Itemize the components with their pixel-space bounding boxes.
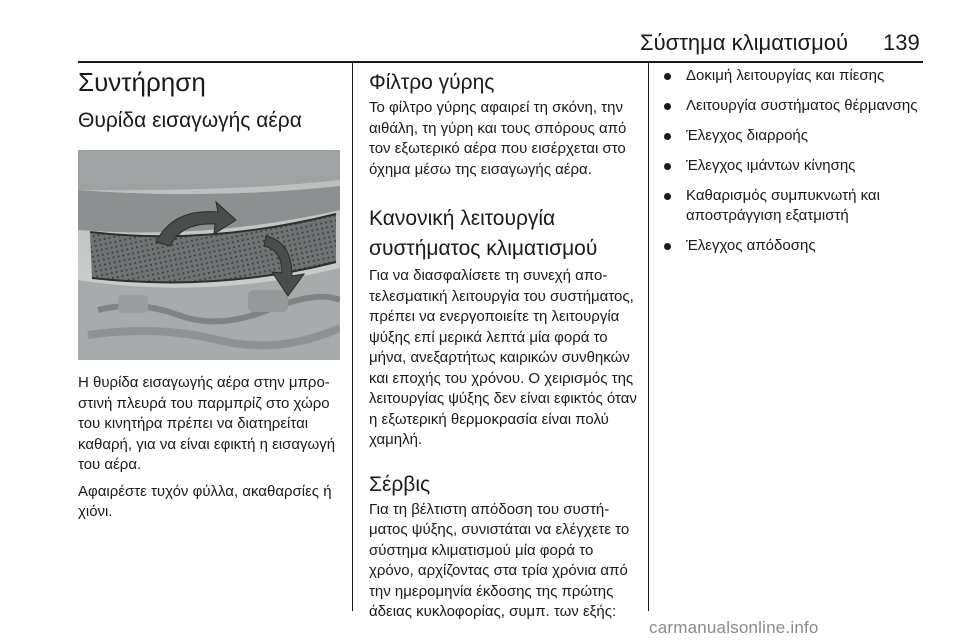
service-text: Για τη βέλτιστη απόδοση του συστήματος ψύξης, συνιστάται να ελέγχετε το σύστημα κλιματισμού μία φορά το χρόνο, αρχίζοντας στα τρία χρόνια από την ημερομηνία έκδοσης της πρώτης άδειας κυκλοφορίας, συμπ. των εξής: bbox=[369, 500, 630, 620]
subsection-title: Θυρίδα εισαγωγής αέρα bbox=[78, 109, 302, 132]
column-divider-1 bbox=[352, 63, 353, 611]
list-item bbox=[662, 96, 930, 116]
list-item-text: Λειτουργία συστήματος θέρμανσης bbox=[686, 97, 918, 114]
header-title: Σύστημα κλιματισμού bbox=[640, 30, 849, 55]
list-item bbox=[662, 236, 930, 256]
list-item-text: Έλεγχος απόδοσης bbox=[686, 237, 816, 254]
filter-title: Φίλτρο γύρης bbox=[369, 71, 495, 94]
service-checklist bbox=[662, 66, 930, 256]
list-item-text: Έλεγχος διαρροής bbox=[686, 127, 808, 144]
bullet-dot-icon bbox=[664, 103, 671, 110]
normal-operation-text: Για να διασφαλίσετε τη συνεχή αποτελεσματική λειτουργία του συστήματος, πρέπει να ενεργοποιείτε τη λειτουργία ψύξης επί μερικά λεπτά μία φορά το μήνα, ανεξαρτήτως καιρικών συνθηκών και εποχής του χρόνου. Ο χειρισμός της λειτουργίας ψύξης δεν είναι εφικτός όταν η εξωτερική θερμοκρασία είναι πολύ χαμηλή. bbox=[369, 267, 637, 448]
list-item-text: Καθαρισμός συμπυκνωτή και αποστράγγιση εξατμιστή bbox=[686, 187, 880, 224]
column-filter-operation bbox=[369, 63, 639, 623]
column-service-checklist bbox=[662, 63, 930, 266]
column-maintenance bbox=[78, 63, 344, 523]
list-item bbox=[662, 66, 930, 86]
list-item bbox=[662, 126, 930, 146]
list-item-text: Δοκιμή λειτουργίας και πίεσης bbox=[686, 67, 885, 84]
air-inlet-figure bbox=[78, 150, 340, 360]
normal-operation-title bbox=[369, 204, 639, 264]
bullet-dot-icon bbox=[664, 73, 671, 80]
service-title: Σέρβις bbox=[369, 472, 431, 496]
filter-text: Το φίλτρο γύρης αφαιρεί τη σκόνη, την αιθάλη, τη γύρη και τους σπόρους από τον εξωτερικό αέρα που εισέρχεται στο όχημα μέσω της εισαγωγής αέρα. bbox=[369, 99, 627, 178]
normal-operation-title-line1: Κανονική λειτουργία bbox=[369, 207, 556, 230]
list-item bbox=[662, 156, 930, 176]
bullet-dot-icon bbox=[664, 193, 671, 200]
section-title: Συντήρηση bbox=[78, 67, 206, 97]
bullet-dot-icon bbox=[664, 243, 671, 250]
column-divider-2 bbox=[648, 63, 649, 611]
paragraph: Αφαιρέστε τυχόν φύλλα, ακαθαρσίες ή χιόνι. bbox=[78, 482, 332, 520]
list-item bbox=[662, 186, 930, 226]
air-inlet-illustration bbox=[78, 150, 340, 360]
list-item-text: Έλεγχος ιμάντων κίνησης bbox=[686, 157, 856, 174]
watermark[interactable]: carmanualsonline.info bbox=[649, 618, 819, 637]
page-number: 139 bbox=[883, 30, 920, 55]
bullet-dot-icon bbox=[664, 133, 671, 140]
paragraph: Η θυρίδα εισαγωγής αέρα στην μπροστινή πλευρά του παρμπρίζ στο χώρο του κινητήρα πρέπει να διατηρείται καθαρή, για να είναι εφικτή η εισαγωγή του αέρα. bbox=[78, 374, 336, 473]
bullet-dot-icon bbox=[664, 163, 671, 170]
normal-operation-title-line2: συστήματος κλιματισμού bbox=[369, 237, 598, 260]
